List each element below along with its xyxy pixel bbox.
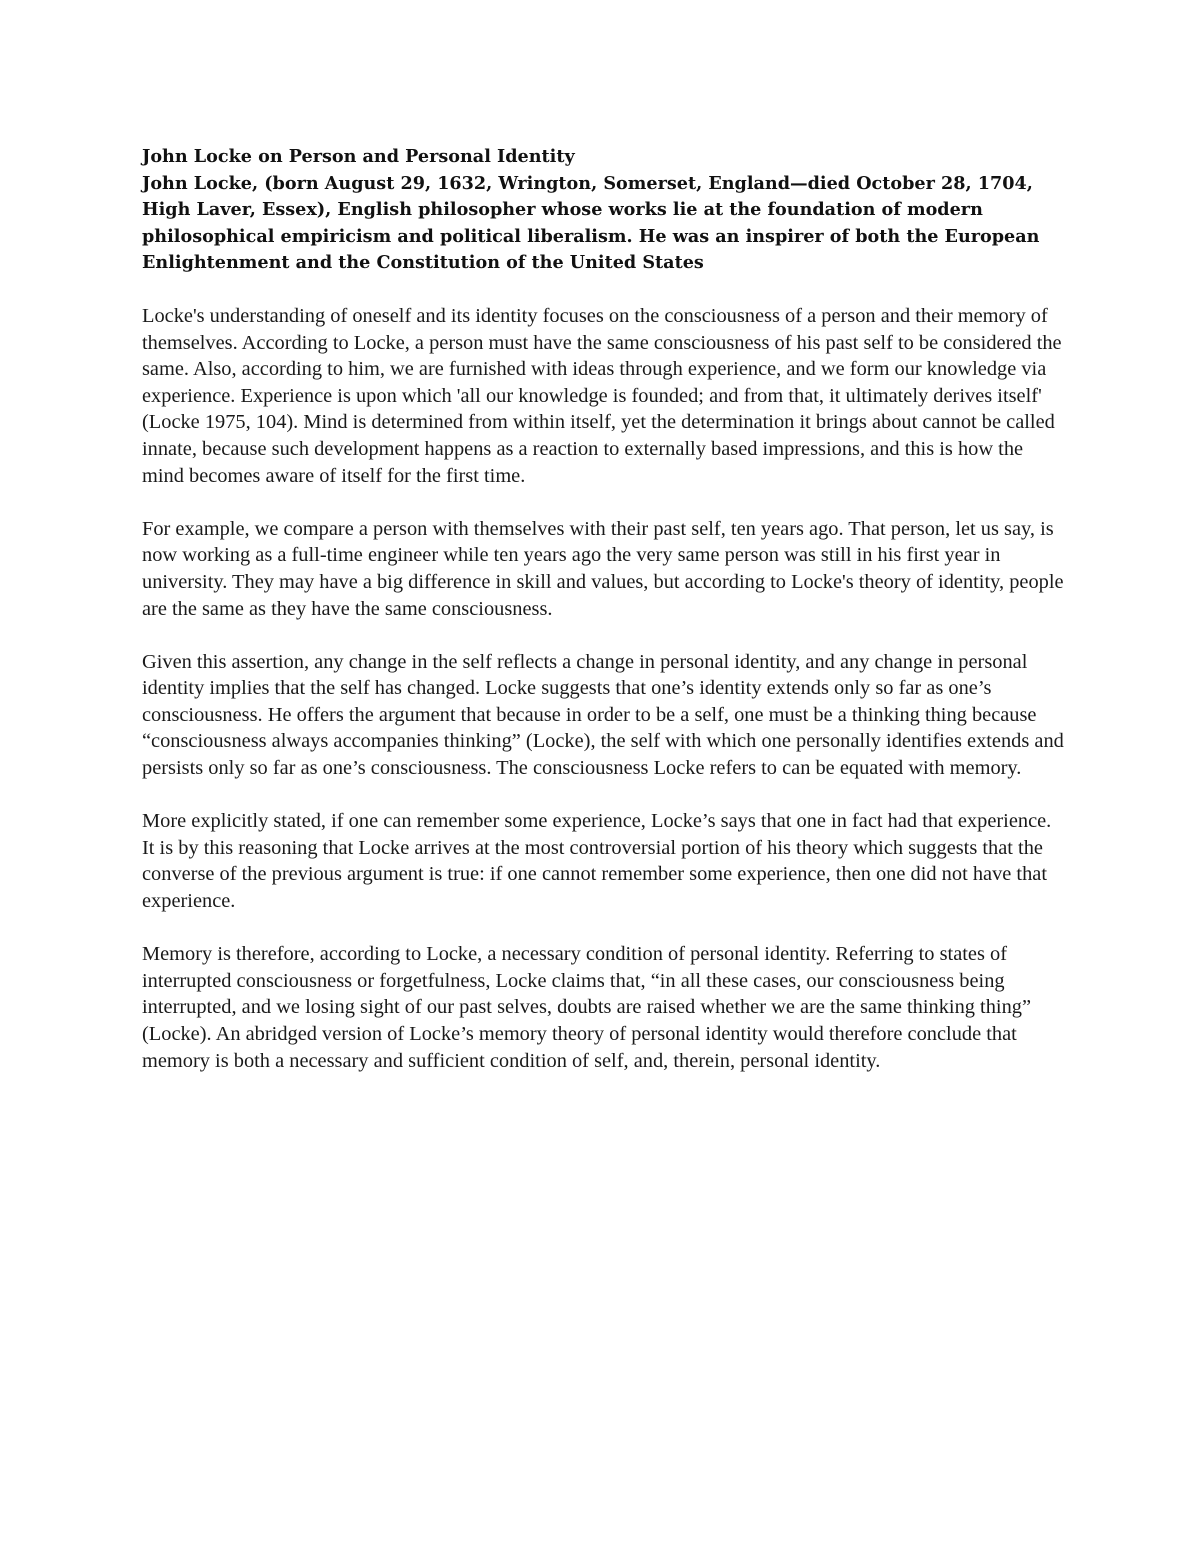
body-paragraph-1: Locke's understanding of oneself and its identity focuses on the consciousness of a person and their memory of themselves. According to Locke, a person must have the same consciousness of his past self to be considered the same. Also, according to him, we are furnished with ideas through experience, and we form our knowledge via experience. Experience is upon which 'all our knowledge is founded; and from that, it ultimately derives itself' (Locke 1975, 104). Mind is determined from within itself, yet the determination it brings about cannot be called innate, because such development happens as a reaction to externally based impressions, and this is how the mind becomes aware of itself for the first time. [142,304,1062,487]
body-paragraph-3: Given this assertion, any change in the self reflects a change in personal identity, and any change in personal identity implies that the self has changed. Locke suggests that one’s identity extends only so far as one’s consciousness. He offers the argument that because in order to be a self, one must be a thinking thing because “consciousness always accompanies thinking” (Locke), the self with which one personally identifies extends and persists only so far as one’s consciousness. The consciousness Locke refers to can be equated with memory. [142,650,1064,780]
body-paragraph-5: Memory is therefore, according to Locke, a necessary condition of personal identity. Referring to states of interrupted consciousness or forgetfulness, Locke claims that, “in all these cases, our consciousness being interrupted, and we losing sight of our past selves, doubts are raised whether we are the same thinking thing” (Locke). An abridged version of Locke’s memory theory of personal identity would therefore conclude that memory is both a necessary and sufficient condition of self, and, therein, personal identity. [142,943,1032,1072]
body-paragraph-4: More explicitly stated, if one can remember some experience, Locke’s says that one in fact had that experience. It is by this reasoning that Locke arrives at the most controversial portion of his theory which suggests that the converse of the previous argument is true: if one cannot remember some experience, then one did not have that experience. [142,810,1052,913]
body-paragraph-2: For example, we compare a person with themselves with their past self, ten years ago. That person, let us say, is now working as a full-time engineer while ten years ago the very same person was still in his first year in university. They may have a big difference in skill and values, but according to Locke's theory of identity, people are the same as they have the same consciousness. [142,517,1064,620]
document-body [142,144,1067,1101]
author-bio-paragraph: John Locke, (born August 29, 1632, Wrington, Somerset, England—died October 28, 1704, High Laver, Essex), English philosopher whose works lie at the foundation of modern philosophical empiricism and political liberalism. He was an inspirer of both the European Enlightenment and the Constitution of the United States [142,172,1040,274]
document-title: John Locke on Person and Personal Identity [142,146,575,167]
